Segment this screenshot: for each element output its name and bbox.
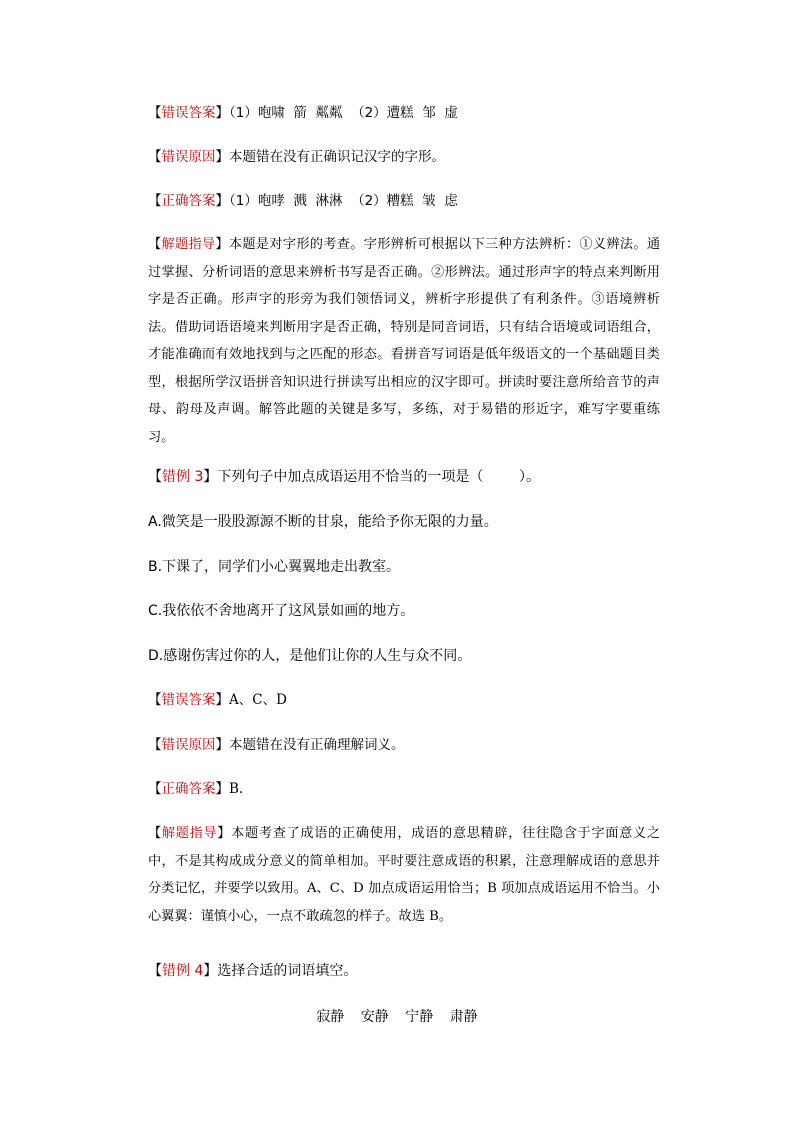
q3-option-a: A.微笑是一股股源源不断的甘泉，能给予你无限的力量。	[148, 514, 498, 530]
guide-label: 【解题指导】	[148, 826, 232, 841]
correct-answer-label: 【正确答案】	[148, 193, 229, 209]
q3-option-d: D.感谢伤害过你的人，是他们让你的人生与众不同。	[148, 648, 472, 664]
wrong-answer-label: 【错误答案】	[148, 105, 229, 121]
q3-option-c: C.我依依不舍地离开了这风景如画的地方。	[148, 603, 415, 619]
q2-guide-paragraph	[148, 231, 660, 451]
q3-wrong-answer-line	[148, 690, 668, 710]
q2-correct-answer-text: （1）咆哮 溅 淋淋 （2）糟糕 皱 虑	[229, 193, 458, 209]
word-choice: 宁静	[405, 1009, 434, 1025]
word-choice: 肃静	[449, 1009, 478, 1025]
q2-guide-text: 本题是对字形的考查。字形辨析可根据以下三种方法辨析：①义辨法。通过掌握、分析词语的意思来辨析书写是否正确。②形辨法。通过形声字的特点来判断用字是否正确。形声字的形旁为我们领悟词义，辨析字形提供了有利条件。③语境辨析法。借助词语语境来判断用字是否正确，特别是同音词语，只有结合语境或词语组合，才能准确而有效地找到与之匹配的形态。看拼音写词语是低年级语文的一个基础题目类型，根据所学汉语拼音知识进行拼读写出相应的汉字即可。拼读时要注意所给音节的声母、韵母及声调。解答此题的关键是多写，多练，对于易错的形近字，难写字要重练习。	[148, 237, 661, 445]
q2-wrong-answer-text: （1）咆啸 箭 粼粼 （2）遭糕 邹 虚	[229, 105, 458, 121]
q4-question-line	[148, 961, 668, 981]
q3-guide-text: 本题考查了成语的正确使用，成语的意思精辟，往往隐含于字面意义之中，不是其构成成分意义的简单相加。平时要注意成语的积累，注意理解成语的意思并分类记忆，并要学以致用。A、C、D 加点成语运用恰当；B 项加点成语运用不恰当。小心翼翼：谨慎小心，一点不敢疏忽的样子。故选 B。	[148, 826, 661, 924]
q3-question-line	[148, 467, 668, 487]
guide-label: 【解题指导】	[148, 237, 229, 252]
q3-option-b: B.下课了，同学们小心翼翼地走出教室。	[148, 559, 401, 575]
wrong-reason-label: 【错误原因】	[148, 149, 229, 165]
example4-label: 【错例 4】	[148, 963, 218, 979]
q4-question-text: 选择合适的词语填空。	[217, 963, 358, 979]
q3-wrong-reason-text: 本题错在没有正确理解词义。	[229, 737, 405, 753]
q2-correct-answer-line	[148, 191, 668, 211]
word-choice: 寂静	[316, 1009, 345, 1025]
wrong-reason-label: 【错误原因】	[148, 737, 229, 753]
wrong-answer-label: 【错误答案】	[148, 692, 229, 708]
q4-word-choices	[0, 1006, 794, 1026]
correct-answer-label: 【正确答案】	[148, 781, 229, 797]
q3-correct-answer-line	[148, 779, 668, 799]
word-choice: 安静	[360, 1009, 389, 1025]
q3-guide-paragraph	[148, 820, 660, 930]
q2-wrong-reason-text: 本题错在没有正确识记汉字的字形。	[229, 149, 445, 165]
q2-wrong-answer-line	[148, 103, 668, 123]
q3-correct-answer-text: B.	[229, 781, 244, 797]
q3-wrong-answer-text: A、C、D	[229, 692, 287, 708]
q2-wrong-reason-line	[148, 147, 668, 167]
q3-question-text: 下列句子中加点成语运用不恰当的一项是（ ）。	[217, 469, 540, 485]
example3-label: 【错例 3】	[148, 469, 218, 485]
q3-wrong-reason-line	[148, 735, 668, 755]
